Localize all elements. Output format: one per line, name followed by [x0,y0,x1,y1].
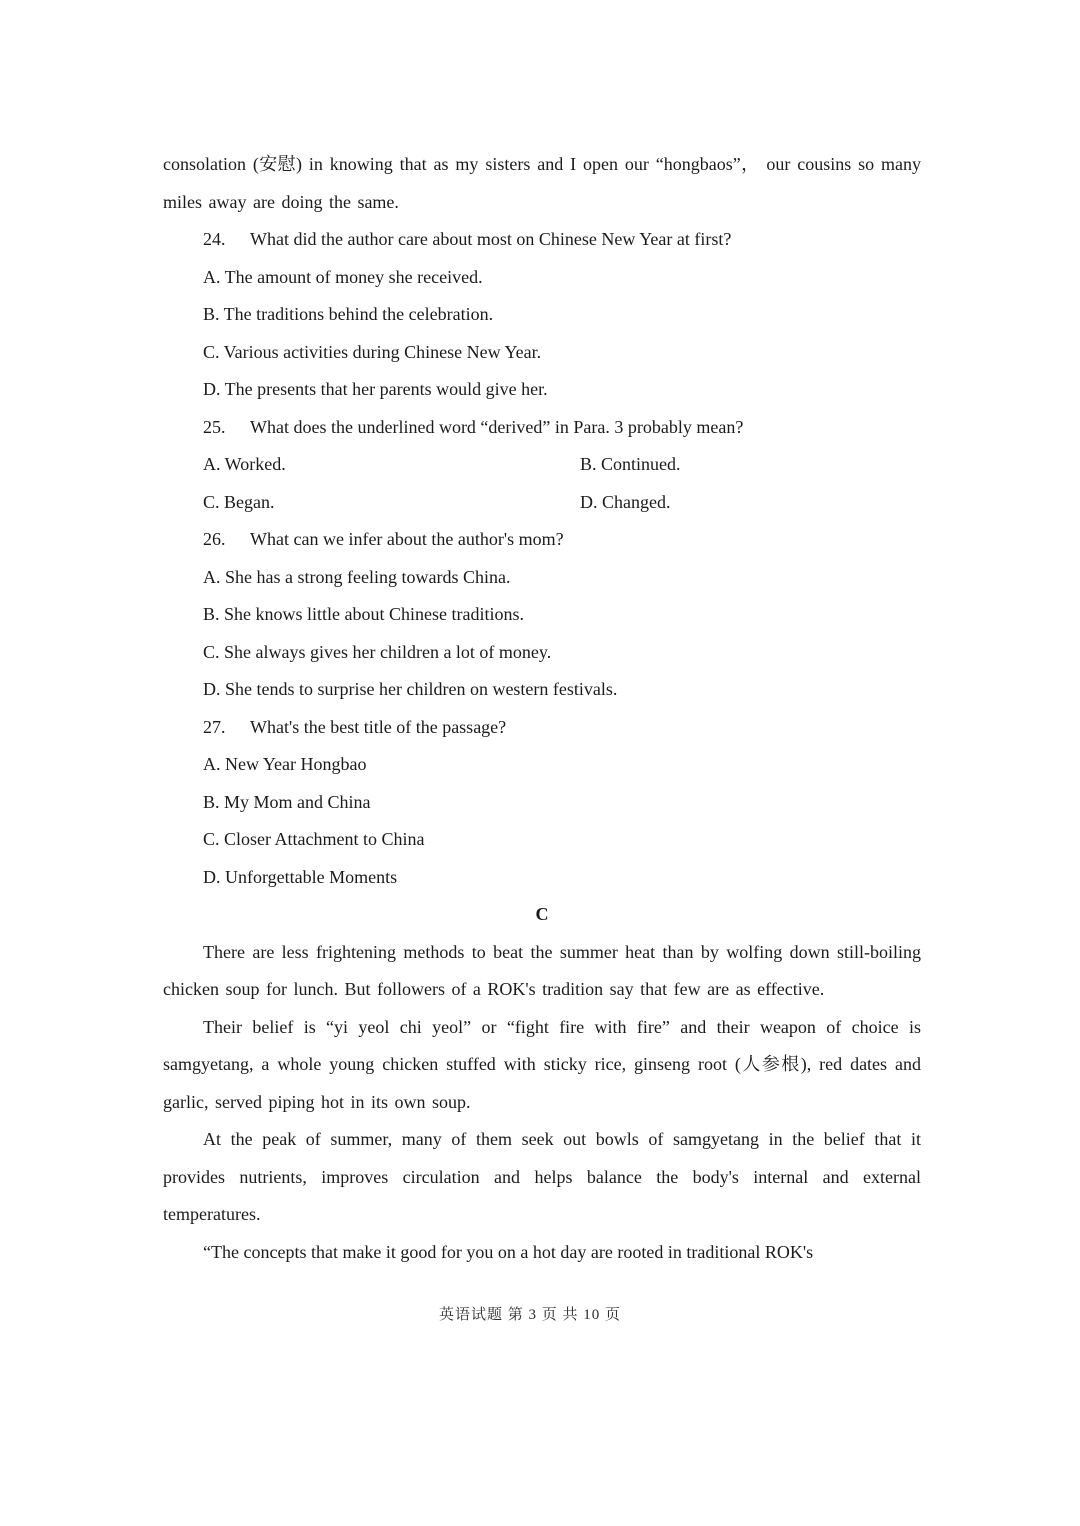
question-25 [163,409,921,522]
section-c-heading: C [535,904,549,924]
option: A. New Year Hongbao [203,754,367,774]
option: A. Worked. [203,454,286,474]
passage-paragraph: Their belief is “yi yeol chi yeol” or “fight fire with fire” and their weapon of choice is samgyetang, a whole young chicken stuffed with sticky rice, ginseng root (人参根), red dates and garlic, served piping hot in its own soup. [163,1016,921,1112]
passage-continuation-paragraph: consolation (安慰) in knowing that as my sisters and I open our “hongbaos”， our cousins so many miles away are doing the same. [163,154,921,212]
option: B. The traditions behind the celebration. [203,304,494,324]
page-footer: 英语试题 第 3 页 共 10 页 [438,1307,621,1323]
question-26 [163,521,921,709]
option: B. Continued. [580,454,681,474]
question-24 [163,221,921,409]
option: A. She has a strong feeling towards China. [203,566,511,587]
option: C. Closer Attachment to China [203,829,425,849]
passage-paragraph: At the peak of summer, many of them seek out bowls of samgyetang in the belief that it provides nutrients, improves circulation and helps balance the body's internal and external temperatures. [163,1129,921,1224]
option: C. Various activities during Chinese New Year. [203,341,542,362]
question-stem-text: What did the author care about most on Chinese New Year at first? [250,229,732,249]
question-stem [163,409,921,447]
question-number: 27. [203,716,226,737]
option: B. My Mom and China [203,791,371,812]
question-number: 24. [203,229,226,249]
question-stem [163,709,921,747]
option: B. She knows little about Chinese traditions. [203,604,524,624]
option: D. Unforgettable Moments [203,866,398,887]
option: C. Began. [203,491,275,512]
option: D. She tends to surprise her children on western festivals. [203,679,618,699]
question-27 [163,709,921,897]
option-grid [163,446,921,521]
question-number: 25. [203,416,226,437]
option: C. She always gives her children a lot of money. [203,641,552,662]
question-stem-text: What does the underlined word “derived” in Para. 3 probably mean? [250,416,744,437]
question-stem-text: What's the best title of the passage? [250,716,507,737]
page-content [163,146,921,1271]
question-stem-text: What can we infer about the author's mom? [250,529,564,549]
option: D. The presents that her parents would give her. [203,379,548,399]
option: D. Changed. [580,491,671,512]
option: A. The amount of money she received. [203,266,483,287]
question-stem [163,221,921,259]
question-stem [163,521,921,559]
passage-paragraph: There are less frightening methods to beat the summer heat than by wolfing down still-boiling chicken soup for lunch. But followers of a ROK's tradition say that few are as effective. [163,941,921,999]
question-number: 26. [203,529,226,549]
passage-paragraph: “The concepts that make it good for you on a hot day are rooted in traditional ROK's [203,1241,814,1262]
